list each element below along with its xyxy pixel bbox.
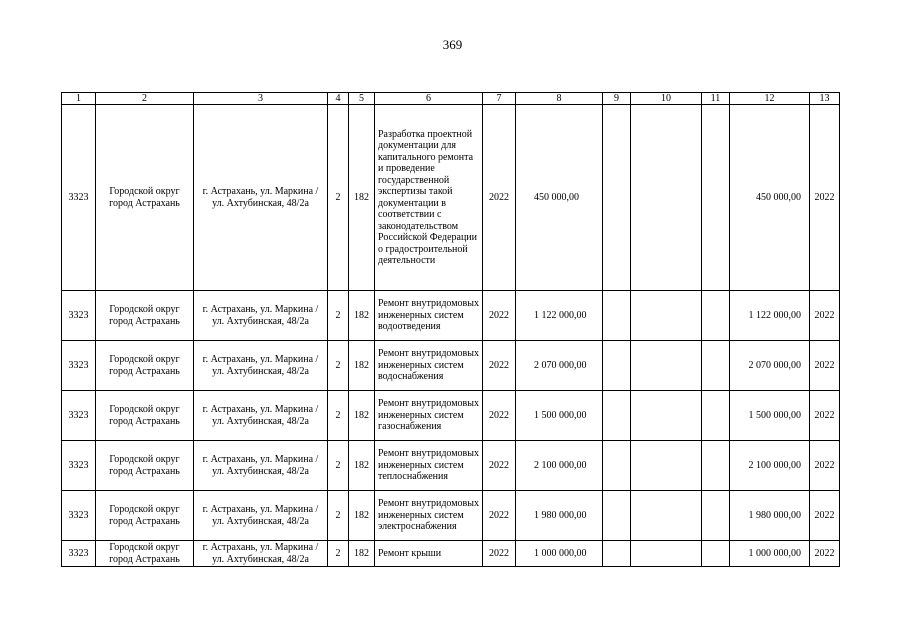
- total-cost-cell: 1 980 000,00: [730, 491, 810, 541]
- total-cost-cell: 2 100 000,00: [730, 441, 810, 491]
- col9-cell: [603, 105, 631, 291]
- year-cell: 2022: [483, 341, 516, 391]
- column-header: 10: [631, 93, 702, 105]
- col4-cell: 2: [328, 391, 349, 441]
- year-cell: 2022: [483, 105, 516, 291]
- work-type-cell: Ремонт внутридомовых инженерных систем электроснабжения: [375, 491, 483, 541]
- end-year-cell: 2022: [810, 291, 840, 341]
- end-year-cell: 2022: [810, 441, 840, 491]
- col11-cell: [702, 441, 730, 491]
- col10-cell: [631, 491, 702, 541]
- col10-cell: [631, 541, 702, 567]
- table-row: [62, 291, 840, 341]
- column-number-row: [62, 93, 840, 105]
- municipality-cell: Городской округ город Астрахань: [96, 291, 194, 341]
- col9-cell: [603, 391, 631, 441]
- col4-cell: 2: [328, 105, 349, 291]
- cost-cell: 2 100 000,00: [516, 441, 603, 491]
- col11-cell: [702, 341, 730, 391]
- cost-cell: 1 980 000,00: [516, 491, 603, 541]
- end-year-cell: 2022: [810, 391, 840, 441]
- address-cell: г. Астрахань, ул. Маркина / ул. Ахтубинская, 48/2а: [194, 291, 328, 341]
- col5-cell: 182: [349, 391, 375, 441]
- col10-cell: [631, 391, 702, 441]
- object-id-cell: 3323: [62, 391, 96, 441]
- total-cost-cell: 1 500 000,00: [730, 391, 810, 441]
- total-cost-cell: 2 070 000,00: [730, 341, 810, 391]
- column-header: 8: [516, 93, 603, 105]
- col10-cell: [631, 441, 702, 491]
- cost-cell: 1 122 000,00: [516, 291, 603, 341]
- work-type-cell: Ремонт внутридомовых инженерных систем водоснабжения: [375, 341, 483, 391]
- col4-cell: 2: [328, 341, 349, 391]
- column-header: 4: [328, 93, 349, 105]
- col4-cell: 2: [328, 441, 349, 491]
- col11-cell: [702, 291, 730, 341]
- col10-cell: [631, 291, 702, 341]
- col5-cell: 182: [349, 441, 375, 491]
- col4-cell: 2: [328, 491, 349, 541]
- end-year-cell: 2022: [810, 105, 840, 291]
- col5-cell: 182: [349, 291, 375, 341]
- col9-cell: [603, 541, 631, 567]
- object-id-cell: 3323: [62, 491, 96, 541]
- col5-cell: 182: [349, 341, 375, 391]
- address-cell: г. Астрахань, ул. Маркина / ул. Ахтубинская, 48/2а: [194, 391, 328, 441]
- table-row: [62, 105, 840, 291]
- total-cost-cell: 450 000,00: [730, 105, 810, 291]
- object-id-cell: 3323: [62, 541, 96, 567]
- column-header: 11: [702, 93, 730, 105]
- table-row: [62, 491, 840, 541]
- col9-cell: [603, 341, 631, 391]
- cost-cell: 450 000,00: [516, 105, 603, 291]
- col10-cell: [631, 105, 702, 291]
- column-header: 6: [375, 93, 483, 105]
- col9-cell: [603, 441, 631, 491]
- address-cell: г. Астрахань, ул. Маркина / ул. Ахтубинская, 48/2а: [194, 341, 328, 391]
- end-year-cell: 2022: [810, 491, 840, 541]
- column-header: 13: [810, 93, 840, 105]
- column-header: 9: [603, 93, 631, 105]
- address-cell: г. Астрахань, ул. Маркина / ул. Ахтубинская, 48/2а: [194, 105, 328, 291]
- col4-cell: 2: [328, 291, 349, 341]
- object-id-cell: 3323: [62, 105, 96, 291]
- col4-cell: 2: [328, 541, 349, 567]
- year-cell: 2022: [483, 391, 516, 441]
- table-row: [62, 391, 840, 441]
- total-cost-cell: 1 000 000,00: [730, 541, 810, 567]
- work-type-cell: Ремонт внутридомовых инженерных систем водоотведения: [375, 291, 483, 341]
- column-header: 3: [194, 93, 328, 105]
- program-table: [61, 92, 840, 567]
- col11-cell: [702, 541, 730, 567]
- address-cell: г. Астрахань, ул. Маркина / ул. Ахтубинская, 48/2а: [194, 441, 328, 491]
- col11-cell: [702, 391, 730, 441]
- municipality-cell: Городской округ город Астрахань: [96, 441, 194, 491]
- municipality-cell: Городской округ город Астрахань: [96, 391, 194, 441]
- col5-cell: 182: [349, 541, 375, 567]
- object-id-cell: 3323: [62, 441, 96, 491]
- cost-cell: 2 070 000,00: [516, 341, 603, 391]
- column-header: 7: [483, 93, 516, 105]
- municipality-cell: Городской округ город Астрахань: [96, 541, 194, 567]
- col11-cell: [702, 105, 730, 291]
- column-header: 12: [730, 93, 810, 105]
- municipality-cell: Городской округ город Астрахань: [96, 341, 194, 391]
- object-id-cell: 3323: [62, 291, 96, 341]
- column-header: 1: [62, 93, 96, 105]
- table-row: [62, 541, 840, 567]
- col5-cell: 182: [349, 491, 375, 541]
- work-type-cell: Ремонт внутридомовых инженерных систем теплоснабжения: [375, 441, 483, 491]
- year-cell: 2022: [483, 441, 516, 491]
- work-type-cell: Разработка проектной документации для капитального ремонта и проведение государственной экспертизы такой документации в соответствии с законодательством Российской Федерации о градостроительной деятельности: [375, 105, 483, 291]
- column-header: 2: [96, 93, 194, 105]
- table-row: [62, 441, 840, 491]
- col9-cell: [603, 291, 631, 341]
- address-cell: г. Астрахань, ул. Маркина / ул. Ахтубинская, 48/2а: [194, 541, 328, 567]
- end-year-cell: 2022: [810, 341, 840, 391]
- cost-cell: 1 000 000,00: [516, 541, 603, 567]
- municipality-cell: Городской округ город Астрахань: [96, 491, 194, 541]
- cost-cell: 1 500 000,00: [516, 391, 603, 441]
- object-id-cell: 3323: [62, 341, 96, 391]
- total-cost-cell: 1 122 000,00: [730, 291, 810, 341]
- work-type-cell: Ремонт крыши: [375, 541, 483, 567]
- col5-cell: 182: [349, 105, 375, 291]
- year-cell: 2022: [483, 291, 516, 341]
- address-cell: г. Астрахань, ул. Маркина / ул. Ахтубинская, 48/2а: [194, 491, 328, 541]
- col11-cell: [702, 491, 730, 541]
- year-cell: 2022: [483, 541, 516, 567]
- col9-cell: [603, 491, 631, 541]
- col10-cell: [631, 341, 702, 391]
- year-cell: 2022: [483, 491, 516, 541]
- work-type-cell: Ремонт внутридомовых инженерных систем газоснабжения: [375, 391, 483, 441]
- page-number: 369: [442, 37, 463, 52]
- end-year-cell: 2022: [810, 541, 840, 567]
- table-row: [62, 341, 840, 391]
- column-header: 5: [349, 93, 375, 105]
- municipality-cell: Городской округ город Астрахань: [96, 105, 194, 291]
